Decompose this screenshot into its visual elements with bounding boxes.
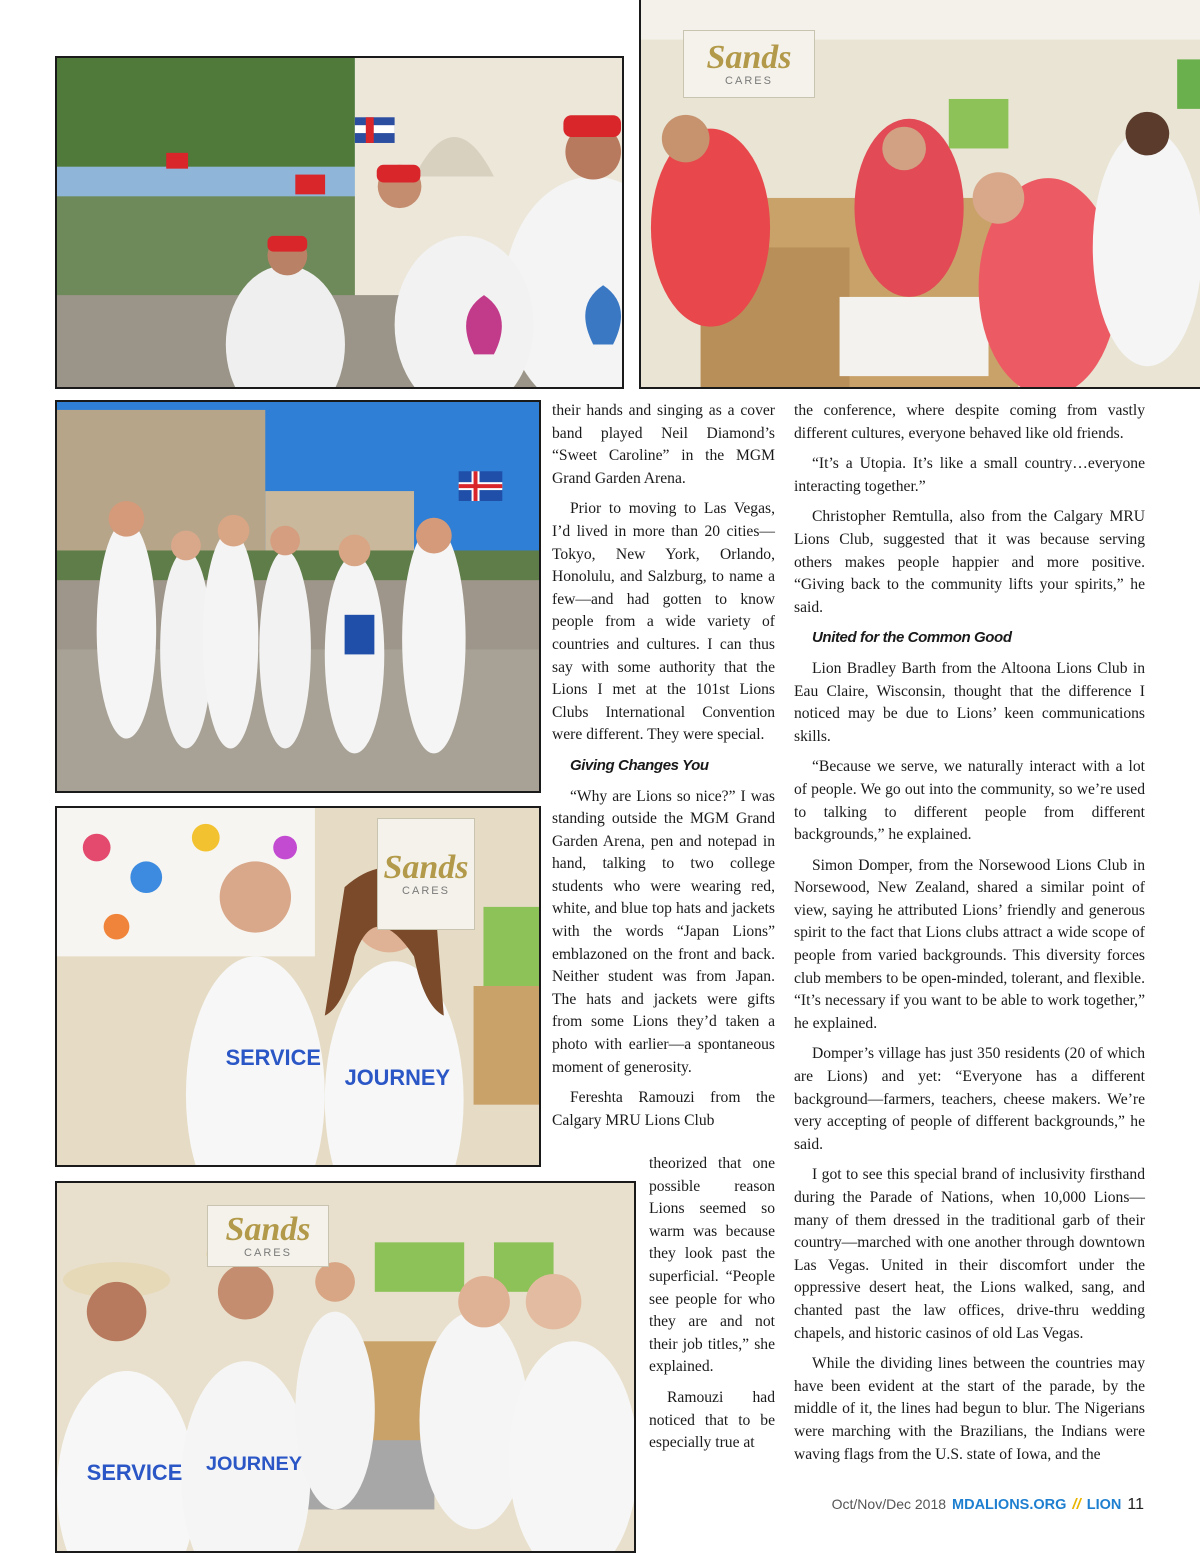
photo-sands-packing [639,0,1200,389]
photo-group-sands-image [57,1183,634,1551]
paragraph: “It’s a Utopia. It’s like a small country…everyone interacting together.” [794,455,1145,495]
paragraph: I got to see this special brand of inclusivity firsthand during the Parade of Nations, when 10,000 Lions—many of them dressed in the traditional garb of their country—marched with one another through downtown Las Vegas. United in their discomfort under the oppressive desert heat, the Lions walked, sang, and chanted past the law offices, drive-thru wedding chapels, and historic casinos of old Las Vegas. [794,1166,1145,1342]
photo-parade-red-caps [55,56,624,389]
paragraph: Simon Domper, from the Norsewood Lions Club in Norsewood, New Zealand, shared a similar point of view, saying he attributed Lions’ friendly and generous spirit to the fact that Lions clubs attract a wide scope of people from varied backgrounds. This diversity forces club members to be open-minded, tolerant, and flexible. “It’s necessary if you want to be able to work together,” he explained. [794,856,1145,1032]
sands-cares-sign [207,1205,329,1267]
article-column-right [794,400,1145,1474]
photo-iceland-delegation-image [57,402,539,791]
page-footer [832,1496,1144,1514]
sands-logo: Sands [383,849,469,886]
photo-parade-red-caps-image [57,58,622,387]
paragraph: their hands and singing as a cover band played Neil Diamond’s “Sweet Caroline” in the MGM Grand Garden Arena. [552,402,775,487]
photo-iceland-delegation [55,400,541,793]
issue-date: Oct/Nov/Dec 2018 [831,1496,947,1512]
cares-text: CARES [725,75,773,87]
section-heading: Giving Changes You [570,756,709,774]
section-heading: United for the Common Good [812,629,1012,647]
svg-text:JOURNEY: JOURNEY [344,1064,450,1090]
svg-text:SERVICE: SERVICE [225,1045,321,1071]
website-link[interactable]: MDALIONS.ORG [952,1497,1067,1513]
paragraph: Prior to moving to Las Vegas, I’d lived in more than 20 cities—Tokyo, New York, Orlando, Honolulu, and Salzburg, to name a few—and had gotten to know people from a wide variety of countries and cultures. I can thus say with some authority that the Lions I met at the 101st Lions Clubs International Convention were different. They were special. [552,500,775,744]
paragraph: Ramouzi had noticed that to be especially true at [649,1388,775,1452]
paragraph: Fereshta Ramouzi from the Calgary MRU Lions Club [552,1089,775,1129]
svg-text:SERVICE: SERVICE [86,1459,183,1485]
cares-text: CARES [244,1247,292,1259]
paragraph: Christopher Remtulla, also from the Calgary MRU Lions Club, suggested that it was because serving others makes people happier and more positive. “Giving back to the community lifts your spirits,” he said. [794,508,1145,616]
paragraph: Domper’s village has just 350 residents (20 of which are Lions) and yet: “Everyone has a different background—farmers, teachers, cheese makers. We’re very accepting of people of different backgrounds,” he said. [794,1045,1145,1153]
svg-text:JOURNEY: JOURNEY [205,1452,302,1475]
footer-separator: // [1072,1496,1081,1513]
article-column-middle [552,400,775,1132]
cares-text: CARES [402,885,450,897]
photo-group-sands [55,1181,636,1553]
photo-students-sands [55,806,541,1167]
sands-logo: Sands [225,1211,311,1248]
magazine-name: LION [1086,1497,1122,1513]
sands-cares-sign [683,30,815,98]
paragraph: theorized that one possible reason Lions seemed so warm was because they look past the superficial. “People see people for who they are and not their job titles,” she explained. [649,1155,775,1376]
sands-logo: Sands [706,39,792,76]
paragraph: Lion Bradley Barth from the Altoona Lions Club in Eau Claire, Wisconsin, thought that the difference I noticed may be due to Lions’ keen communications skills. [794,659,1145,745]
paragraph: “Why are Lions so nice?” I was standing outside the MGM Grand Garden Arena, pen and notepad in hand, talking to two college students who were wearing red, white, and blue top hats and jackets with the words “Japan Lions” emblazoned on the front and back. Neither student was from Japan. The hats and jackets were gifts from some Lions they’d taken a photo with earlier—a spontaneous moment of generosity. [552,787,775,1076]
article-column-middle-narrow [649,1153,775,1463]
paragraph: While the dividing lines between the countries may have been evident at the start of the parade, by the middle of it, the lines had begun to blur. The Nigerians were marching with the Brazilians, the Indians were waving flags from the U.S. state of Iowa, and the [794,1355,1145,1463]
paragraph: the conference, where despite coming from vastly different cultures, everyone behaved like old friends. [794,402,1145,442]
sands-cares-sign [377,818,475,930]
page-number: 11 [1127,1496,1144,1513]
paragraph: “Because we serve, we naturally interact with a lot of people. We go out into the community, so we’re used to talking to different people from different backgrounds,” he explained. [794,758,1145,844]
